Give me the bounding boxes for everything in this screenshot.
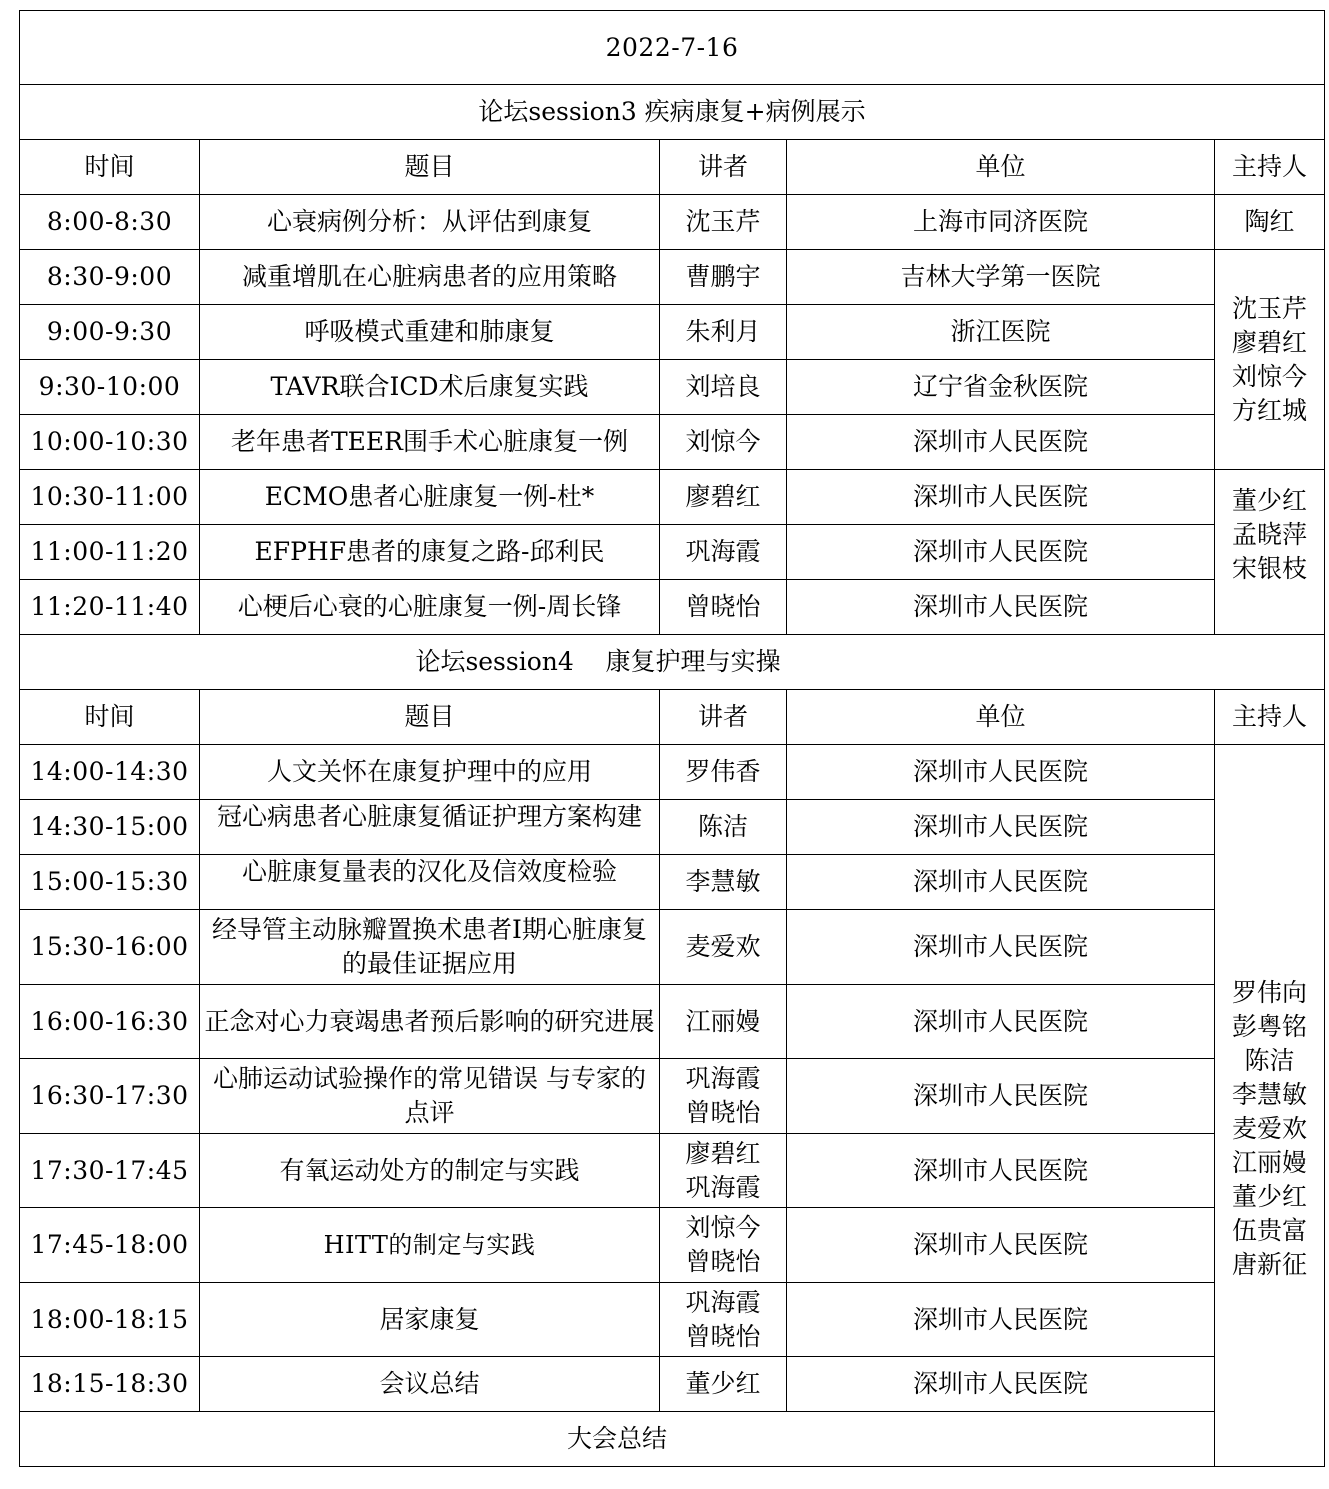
- speaker-name: 陈洁: [697, 812, 748, 841]
- host-name: 刘惊今: [1232, 361, 1308, 391]
- session4-title: 论坛session4 康复护理与实操: [20, 635, 1325, 690]
- table-row: [20, 855, 1325, 910]
- time-cell: 9:00-9:30: [20, 305, 200, 360]
- speaker-cell: [660, 1283, 787, 1357]
- table-row: [20, 1208, 1325, 1283]
- topic-cell: 心肺运动试验操作的常见错误 与专家的点评: [200, 1059, 660, 1134]
- session3-title-row: [20, 85, 1325, 140]
- session3-header-row: [20, 140, 1325, 195]
- unit-cell: 深圳市人民医院: [787, 1283, 1215, 1357]
- table-row: [20, 415, 1325, 470]
- unit-cell: 深圳市人民医院: [787, 910, 1215, 985]
- topic-cell: ECMO患者心脏康复一例-杜*: [200, 470, 660, 525]
- table-row: [20, 525, 1325, 580]
- speaker-cell: [660, 1134, 787, 1208]
- host-name: 董少红: [1232, 1181, 1308, 1211]
- table-row: [20, 1059, 1325, 1134]
- header-speaker: 讲者: [660, 140, 787, 195]
- host-cell: [1215, 745, 1325, 1467]
- header-unit: 单位: [787, 140, 1215, 195]
- unit-cell: 浙江医院: [787, 305, 1215, 360]
- time-cell: 11:20-11:40: [20, 580, 200, 635]
- speaker-name: 江丽嫚: [685, 1006, 761, 1036]
- topic-cell: 心衰病例分析：从评估到康复: [200, 195, 660, 250]
- unit-cell: 深圳市人民医院: [787, 800, 1215, 855]
- host-cell: [1215, 470, 1325, 635]
- topic-cell: 居家康复: [200, 1283, 660, 1357]
- table-row: [20, 1134, 1325, 1208]
- time-cell: 18:00-18:15: [20, 1283, 200, 1357]
- time-cell: 10:30-11:00: [20, 470, 200, 525]
- table-row: [20, 470, 1325, 525]
- topic-cell: TAVR联合ICD术后康复实践: [200, 360, 660, 415]
- speaker-name: 曾晓怡: [685, 1321, 761, 1351]
- speaker-cell: [660, 1208, 787, 1283]
- speaker-cell: [660, 985, 787, 1059]
- schedule-table: [19, 10, 1325, 1467]
- header-time: 时间: [20, 140, 200, 195]
- speaker-cell: 刘培良: [660, 360, 787, 415]
- unit-cell: 深圳市人民医院: [787, 745, 1215, 800]
- unit-cell: 深圳市人民医院: [787, 985, 1215, 1059]
- host-name: 江丽嫚: [1232, 1147, 1308, 1177]
- schedule-date: 2022-7-16: [20, 11, 1325, 85]
- speaker-cell: 曾晓怡: [660, 580, 787, 635]
- speaker-name: 曾晓怡: [685, 1247, 761, 1276]
- host-cell: [1215, 195, 1325, 250]
- time-cell: 17:45-18:00: [20, 1208, 200, 1283]
- topic-cell: 减重增肌在心脏病患者的应用策略: [200, 250, 660, 305]
- header-topic: 题目: [200, 690, 660, 745]
- host-name: 彭粤铭: [1232, 1011, 1308, 1041]
- time-cell: 8:00-8:30: [20, 195, 200, 250]
- time-cell: 17:30-17:45: [20, 1134, 200, 1208]
- unit-cell: 深圳市人民医院: [787, 415, 1215, 470]
- speaker-cell: 朱利月: [660, 305, 787, 360]
- session4-header-row: [20, 690, 1325, 745]
- speaker-name: 李慧敏: [685, 867, 761, 896]
- closing-title: 大会总结: [20, 1412, 1215, 1467]
- header-host: 主持人: [1215, 140, 1325, 195]
- host-name: 麦爱欢: [1232, 1113, 1308, 1143]
- topic-cell: 有氧运动处方的制定与实践: [200, 1134, 660, 1208]
- host-name: 方红城: [1232, 395, 1308, 425]
- time-cell: 18:15-18:30: [20, 1357, 200, 1412]
- table-row: [20, 360, 1325, 415]
- speaker-name: 董少红: [685, 1369, 761, 1398]
- table-row: [20, 745, 1325, 800]
- closing-row: [20, 1412, 1325, 1467]
- speaker-cell: 曹鹏宇: [660, 250, 787, 305]
- host-name: 罗伟向: [1232, 977, 1308, 1007]
- host-cell: [1215, 250, 1325, 470]
- table-row: [20, 1283, 1325, 1357]
- table-row: [20, 250, 1325, 305]
- time-cell: 15:30-16:00: [20, 910, 200, 985]
- speaker-cell: [660, 1357, 787, 1412]
- header-topic: 题目: [200, 140, 660, 195]
- table-row: [20, 800, 1325, 855]
- table-row: [20, 1357, 1325, 1412]
- header-time: 时间: [20, 690, 200, 745]
- speaker-cell: 巩海霞: [660, 525, 787, 580]
- topic-cell: EFPHF患者的康复之路-邱利民: [200, 525, 660, 580]
- table-row: [20, 195, 1325, 250]
- time-cell: 15:00-15:30: [20, 855, 200, 910]
- header-host: 主持人: [1215, 690, 1325, 745]
- speaker-cell: [660, 745, 787, 800]
- unit-cell: 深圳市人民医院: [787, 1134, 1215, 1208]
- host-name: 陈洁: [1244, 1045, 1295, 1075]
- speaker-name: 曾晓怡: [685, 1098, 761, 1127]
- speaker-cell: [660, 800, 787, 855]
- speaker-name: 廖碧红: [685, 1138, 761, 1168]
- table-row: [20, 985, 1325, 1059]
- topic-cell: 人文关怀在康复护理中的应用: [200, 745, 660, 800]
- speaker-name: 麦爱欢: [685, 932, 761, 961]
- topic-cell: HITT的制定与实践: [200, 1208, 660, 1283]
- unit-cell: 辽宁省金秋医院: [787, 360, 1215, 415]
- speaker-cell: 沈玉芹: [660, 195, 787, 250]
- table-row: [20, 305, 1325, 360]
- speaker-name: 刘惊今: [685, 1213, 761, 1242]
- speaker-name: 巩海霞: [685, 1172, 761, 1202]
- time-cell: 10:00-10:30: [20, 415, 200, 470]
- speaker-name: 巩海霞: [685, 1287, 761, 1317]
- date-row: [20, 11, 1325, 85]
- host-name: 唐新征: [1232, 1249, 1308, 1279]
- topic-cell: 心脏康复量表的汉化及信效度检验: [200, 855, 660, 910]
- unit-cell: 深圳市人民医院: [787, 1208, 1215, 1283]
- topic-cell: 冠心病患者心脏康复循证护理方案构建: [200, 800, 660, 855]
- unit-cell: 深圳市人民医院: [787, 580, 1215, 635]
- topic-cell: 经导管主动脉瓣置换术患者Ⅰ期心脏康复的最佳证据应用: [200, 910, 660, 985]
- time-cell: 11:00-11:20: [20, 525, 200, 580]
- host-name: 陶红: [1244, 207, 1295, 236]
- session3-title: 论坛session3 疾病康复+病例展示: [20, 85, 1325, 140]
- time-cell: 14:30-15:00: [20, 800, 200, 855]
- topic-cell: 会议总结: [200, 1357, 660, 1412]
- time-cell: 9:30-10:00: [20, 360, 200, 415]
- speaker-cell: 廖碧红: [660, 470, 787, 525]
- unit-cell: 上海市同济医院: [787, 195, 1215, 250]
- session4-title-row: [20, 635, 1325, 690]
- time-cell: 16:00-16:30: [20, 985, 200, 1059]
- speaker-cell: [660, 855, 787, 910]
- host-name: 宋银枝: [1232, 554, 1308, 583]
- header-speaker: 讲者: [660, 690, 787, 745]
- speaker-name: 巩海霞: [685, 1064, 761, 1093]
- speaker-cell: 刘惊今: [660, 415, 787, 470]
- topic-cell: 老年患者TEER围手术心脏康复一例: [200, 415, 660, 470]
- unit-cell: 深圳市人民医院: [787, 470, 1215, 525]
- unit-cell: 深圳市人民医院: [787, 1059, 1215, 1134]
- topic-cell: 正念对心力衰竭患者预后影响的研究进展: [200, 985, 660, 1059]
- header-unit: 单位: [787, 690, 1215, 745]
- topic-cell: 呼吸模式重建和肺康复: [200, 305, 660, 360]
- table-row: [20, 910, 1325, 985]
- host-name: 李慧敏: [1232, 1079, 1308, 1109]
- host-name: 沈玉芹: [1232, 293, 1308, 323]
- speaker-cell: [660, 910, 787, 985]
- time-cell: 8:30-9:00: [20, 250, 200, 305]
- host-name: 董少红: [1232, 486, 1308, 515]
- unit-cell: 深圳市人民医院: [787, 1357, 1215, 1412]
- table-row: [20, 580, 1325, 635]
- speaker-name: 罗伟香: [685, 757, 761, 786]
- time-cell: 14:00-14:30: [20, 745, 200, 800]
- unit-cell: 吉林大学第一医院: [787, 250, 1215, 305]
- host-name: 伍贵富: [1232, 1215, 1308, 1245]
- time-cell: 16:30-17:30: [20, 1059, 200, 1134]
- unit-cell: 深圳市人民医院: [787, 855, 1215, 910]
- speaker-cell: [660, 1059, 787, 1134]
- unit-cell: 深圳市人民医院: [787, 525, 1215, 580]
- topic-cell: 心梗后心衰的心脏康复一例-周长锋: [200, 580, 660, 635]
- host-name: 廖碧红: [1232, 327, 1308, 357]
- host-name: 孟晓萍: [1232, 520, 1308, 549]
